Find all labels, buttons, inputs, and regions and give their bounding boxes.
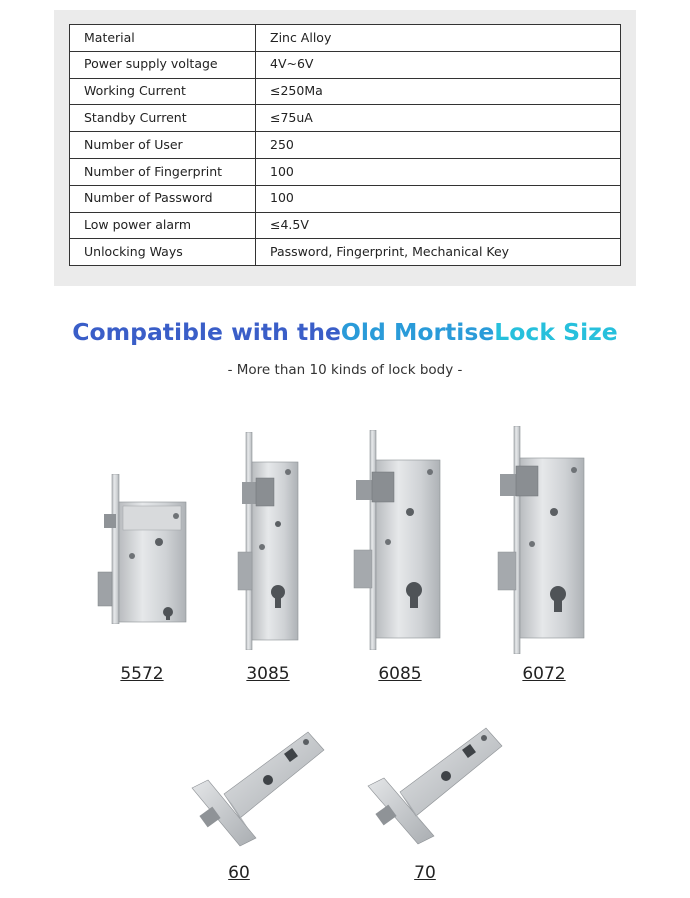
table-row — [70, 212, 621, 239]
table-row — [70, 78, 621, 105]
headline-part: Old Mortise — [340, 318, 495, 346]
spec-value: 250 — [256, 132, 621, 159]
table-row — [70, 158, 621, 185]
spec-label: Number of Password — [70, 185, 256, 212]
spec-value: ≤250Ma — [256, 78, 621, 105]
tubular-latch-60-image — [188, 728, 328, 852]
spec-value: 100 — [256, 185, 621, 212]
spec-value: Zinc Alloy — [256, 25, 621, 52]
spec-panel — [54, 10, 636, 286]
lock-model-label: 60 — [228, 863, 250, 883]
spec-value: ≤4.5V — [256, 212, 621, 239]
section-headline — [0, 318, 690, 346]
headline-part: Compatible with the — [72, 318, 341, 346]
lock-model-label: 3085 — [246, 664, 290, 684]
spec-label: Low power alarm — [70, 212, 256, 239]
lock-body-6085-image — [350, 430, 446, 650]
spec-label: Standby Current — [70, 105, 256, 132]
lock-body-3085-image — [232, 432, 302, 650]
spec-value: ≤75uA — [256, 105, 621, 132]
table-row — [70, 25, 621, 52]
section-subheadline: - More than 10 kinds of lock body - — [227, 362, 463, 378]
spec-label: Number of Fingerprint — [70, 158, 256, 185]
table-row — [70, 185, 621, 212]
spec-label: Working Current — [70, 78, 256, 105]
table-row — [70, 239, 621, 266]
lock-model-label: 6072 — [522, 664, 566, 684]
tubular-latch-70-image — [364, 724, 506, 850]
lock-model-label: 5572 — [120, 664, 164, 684]
headline-part: Lock Size — [494, 318, 618, 346]
table-row — [70, 51, 621, 78]
spec-label: Unlocking Ways — [70, 239, 256, 266]
spec-value: Password, Fingerprint, Mechanical Key — [256, 239, 621, 266]
lock-body-6072-image — [494, 426, 590, 654]
lock-model-label: 6085 — [378, 664, 422, 684]
lock-body-5572-image — [96, 474, 188, 624]
spec-label: Material — [70, 25, 256, 52]
spec-table — [69, 24, 621, 266]
table-row — [70, 132, 621, 159]
lock-model-label: 70 — [414, 863, 436, 883]
spec-label: Power supply voltage — [70, 51, 256, 78]
spec-label: Number of User — [70, 132, 256, 159]
spec-value: 4V~6V — [256, 51, 621, 78]
table-row — [70, 105, 621, 132]
spec-value: 100 — [256, 158, 621, 185]
